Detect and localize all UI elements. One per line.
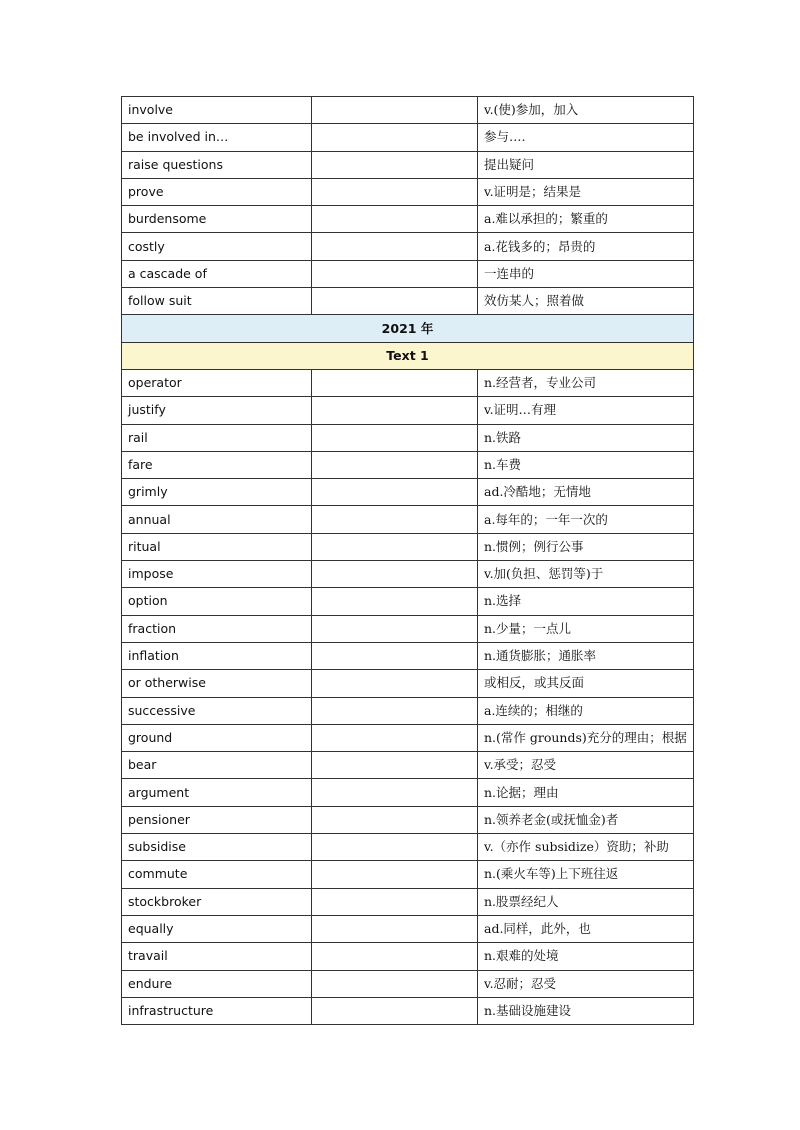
term-cell: annual [122,506,312,533]
term-cell: operator [122,369,312,396]
term-cell: pensioner [122,806,312,833]
section-headers [122,315,694,370]
blank-cell [312,206,478,233]
term-cell: justify [122,397,312,424]
vocab-row [122,424,694,451]
vocabulary-table [121,96,694,1025]
term-cell: impose [122,561,312,588]
meaning-cell: a.花钱多的；昂贵的 [478,233,694,260]
term-cell: subsidise [122,834,312,861]
meaning-cell: v.证明是；结果是 [478,178,694,205]
blank-cell [312,779,478,806]
meaning-cell: n.少量；一点儿 [478,615,694,642]
blank-cell [312,451,478,478]
blank-cell [312,260,478,287]
vocab-row [122,970,694,997]
blank-cell [312,561,478,588]
blank-cell [312,424,478,451]
vocab-row [122,861,694,888]
blank-cell [312,642,478,669]
vocab-row [122,369,694,396]
text-header-row [122,342,694,369]
meaning-cell: n.艰难的处境 [478,943,694,970]
blank-cell [312,970,478,997]
vocab-row [122,724,694,751]
term-cell: grimly [122,479,312,506]
blank-cell [312,697,478,724]
term-cell: costly [122,233,312,260]
blank-cell [312,806,478,833]
vocabulary-page [121,96,693,1025]
meaning-cell: 或相反，或其反面 [478,670,694,697]
term-cell: stockbroker [122,888,312,915]
term-cell: burdensome [122,206,312,233]
vocab-row [122,561,694,588]
vocab-row [122,642,694,669]
term-cell: follow suit [122,288,312,315]
term-cell: ground [122,724,312,751]
term-cell: or otherwise [122,670,312,697]
blank-cell [312,533,478,560]
meaning-cell: n.惯例；例行公事 [478,533,694,560]
term-cell: a cascade of [122,260,312,287]
term-cell: travail [122,943,312,970]
meaning-cell: v.承受；忍受 [478,752,694,779]
blank-cell [312,670,478,697]
term-cell: ritual [122,533,312,560]
meaning-cell: n.基础设施建设 [478,997,694,1024]
term-cell: successive [122,697,312,724]
meaning-cell: n.车费 [478,451,694,478]
blank-cell [312,943,478,970]
blank-cell [312,997,478,1024]
rows-after-group [122,369,694,1024]
blank-cell [312,151,478,178]
meaning-cell: 一连串的 [478,260,694,287]
blank-cell [312,124,478,151]
vocab-row [122,943,694,970]
vocab-row [122,288,694,315]
meaning-cell: v.证明…有理 [478,397,694,424]
meaning-cell: a.难以承担的；繁重的 [478,206,694,233]
term-cell: option [122,588,312,615]
vocab-row [122,124,694,151]
meaning-cell: 效仿某人；照着做 [478,288,694,315]
blank-cell [312,397,478,424]
blank-cell [312,178,478,205]
vocab-row [122,233,694,260]
meaning-cell: v.（亦作 subsidize）资助；补助 [478,834,694,861]
meaning-cell: n.股票经纪人 [478,888,694,915]
meaning-cell: n.领养老金(或抚恤金)者 [478,806,694,833]
term-cell: raise questions [122,151,312,178]
year-header: 2021 年 [122,315,694,342]
blank-cell [312,752,478,779]
meaning-cell: n.铁路 [478,424,694,451]
blank-cell [312,588,478,615]
meaning-cell: ad.冷酷地；无情地 [478,479,694,506]
vocab-row [122,670,694,697]
term-cell: endure [122,970,312,997]
vocab-row [122,806,694,833]
vocab-row [122,888,694,915]
blank-cell [312,288,478,315]
vocab-row [122,97,694,124]
vocab-row [122,206,694,233]
meaning-cell: ad.同样，此外，也 [478,915,694,942]
term-cell: equally [122,915,312,942]
vocab-row [122,178,694,205]
term-cell: inflation [122,642,312,669]
vocab-row [122,479,694,506]
vocab-row [122,533,694,560]
meaning-cell: 提出疑问 [478,151,694,178]
vocab-row [122,834,694,861]
meaning-cell: v.忍耐；忍受 [478,970,694,997]
vocab-row [122,506,694,533]
meaning-cell: n.选择 [478,588,694,615]
vocab-row [122,151,694,178]
term-cell: rail [122,424,312,451]
text-header: Text 1 [122,342,694,369]
blank-cell [312,861,478,888]
term-cell: be involved in… [122,124,312,151]
term-cell: bear [122,752,312,779]
term-cell: prove [122,178,312,205]
term-cell: fraction [122,615,312,642]
term-cell: commute [122,861,312,888]
meaning-cell: n.经营者，专业公司 [478,369,694,396]
meaning-cell: a.每年的；一年一次的 [478,506,694,533]
meaning-cell: n.(常作 grounds)充分的理由；根据 [478,724,694,751]
meaning-cell: v.加(负担、惩罚等)于 [478,561,694,588]
vocab-row [122,397,694,424]
blank-cell [312,479,478,506]
meaning-cell: n.通货膨胀；通胀率 [478,642,694,669]
meaning-cell: v.(使)参加，加入 [478,97,694,124]
vocab-row [122,615,694,642]
blank-cell [312,915,478,942]
term-cell: infrastructure [122,997,312,1024]
blank-cell [312,615,478,642]
meaning-cell: 参与…. [478,124,694,151]
vocab-row [122,588,694,615]
term-cell: fare [122,451,312,478]
meaning-cell: a.连续的；相继的 [478,697,694,724]
blank-cell [312,888,478,915]
blank-cell [312,506,478,533]
blank-cell [312,369,478,396]
blank-cell [312,834,478,861]
blank-cell [312,97,478,124]
blank-cell [312,233,478,260]
term-cell: involve [122,97,312,124]
vocab-row [122,697,694,724]
vocab-row [122,451,694,478]
meaning-cell: n.(乘火车等)上下班往返 [478,861,694,888]
term-cell: argument [122,779,312,806]
vocab-row [122,915,694,942]
rows-before-group [122,97,694,315]
vocab-row [122,997,694,1024]
vocab-row [122,260,694,287]
vocab-row [122,779,694,806]
vocab-row [122,752,694,779]
year-header-row [122,315,694,342]
blank-cell [312,724,478,751]
meaning-cell: n.论据；理由 [478,779,694,806]
